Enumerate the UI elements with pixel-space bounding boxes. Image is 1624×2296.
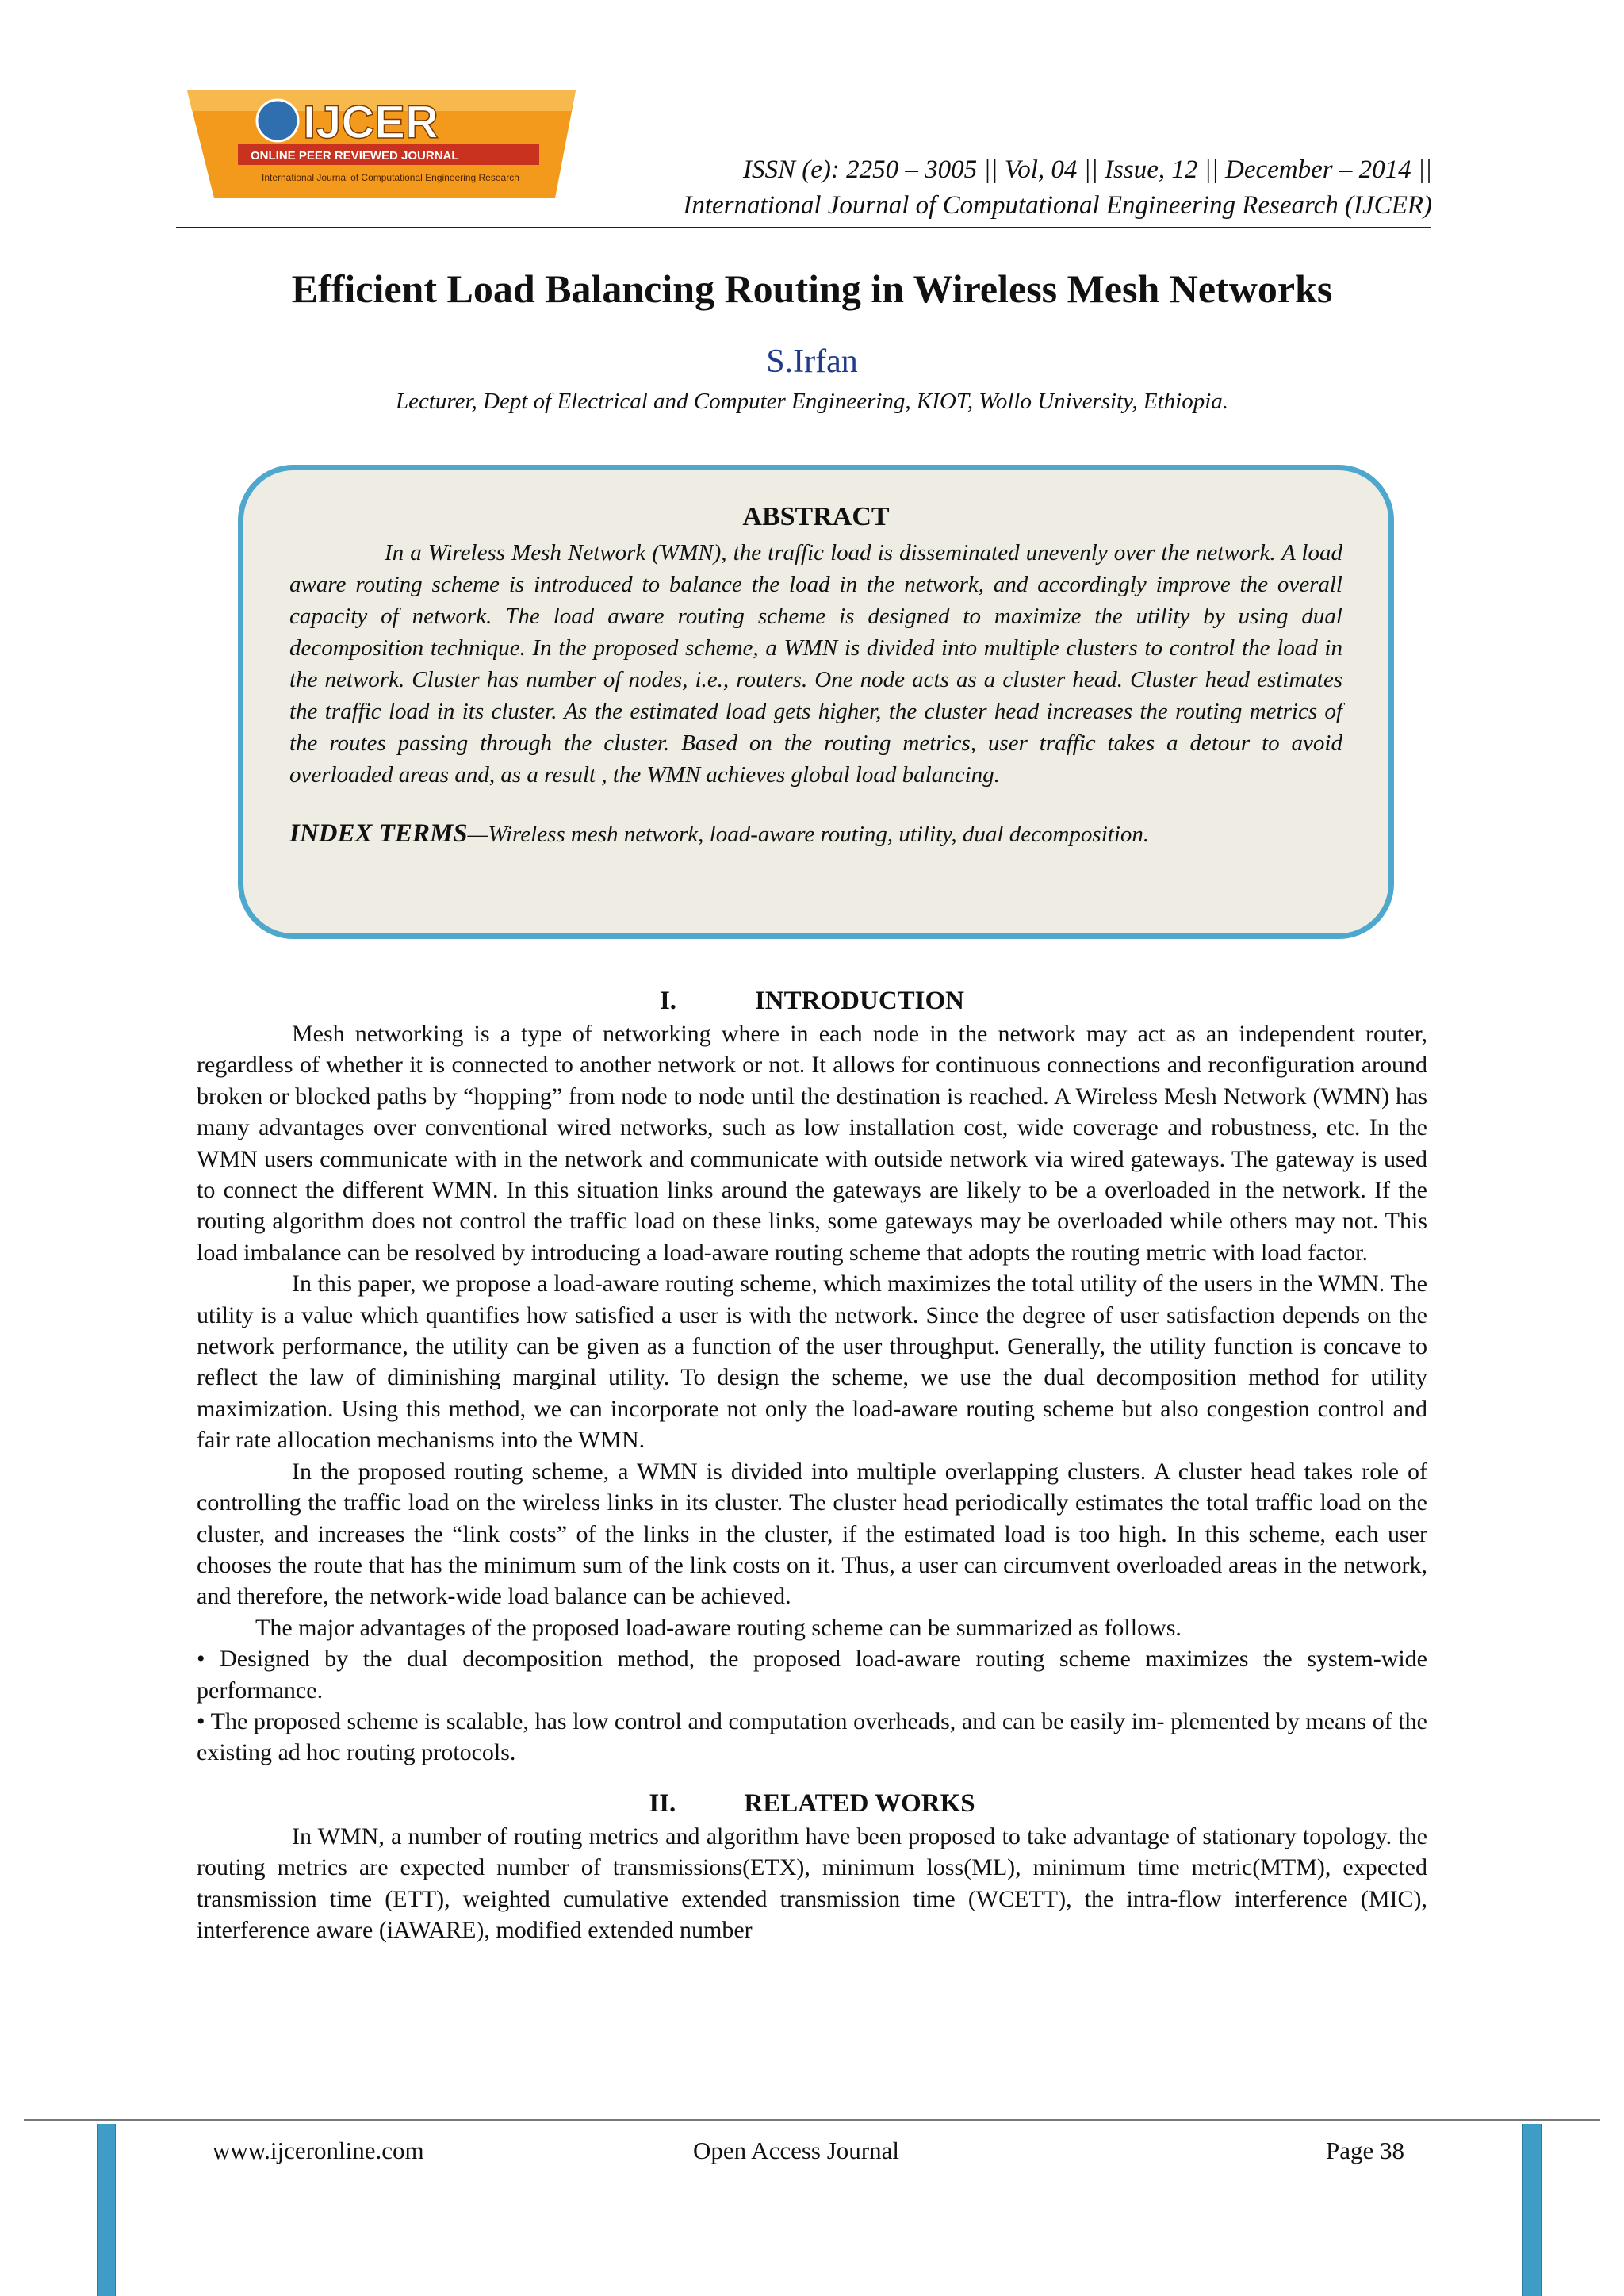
footer-open-access: Open Access Journal	[693, 2137, 899, 2164]
intro-bullet-2: • The proposed scheme is scalable, has low control and computation overheads, and can be easily im- plemented by means of the existing ad hoc routing protocols.	[197, 1708, 1427, 1766]
header-divider	[176, 227, 1431, 228]
logo-subtitle: ONLINE PEER REVIEWED JOURNAL	[251, 149, 459, 163]
logo-journal-name: International Journal of Computational Engineering Research	[262, 172, 519, 183]
section-number: I.	[659, 987, 677, 1015]
abstract-box	[238, 465, 1394, 939]
abstract-heading: ABSTRACT	[742, 502, 890, 531]
footer-divider	[24, 2119, 1600, 2121]
footer-right-bar	[1522, 2124, 1542, 2296]
abstract-text: In a Wireless Mesh Network (WMN), the traffic load is disseminated unevenly over the network. A load aware routing scheme is introduced to balance the load in the network, and accordingly improve the overall capacity of network. The load aware routing scheme is designed to maximize the utility by using dual decomposition technique. In the proposed scheme, a WMN is divided into multiple clusters to control the load in the network. Cluster has number of nodes, i.e., routers. One node acts as a cluster head. Cluster head estimates the traffic load in its cluster. As the estimated load gets higher, the cluster head increases the routing metrics of the routes passing through the cluster. Based on the routing metrics, user traffic takes a detour to avoid overloaded areas and, as a result , the WMN achieves global load balancing.	[289, 540, 1342, 788]
paper-title: Efficient Load Balancing Routing in Wireless Mesh Networks	[291, 266, 1333, 311]
intro-paragraph-3: In the proposed routing scheme, a WMN is divided into multiple overlapping clusters. A cluster head takes role of controlling the traffic load on the wireless links in its cluster. The cluster head periodically estimates the total traffic load on the cluster, and increases the “link costs” of the links in the cluster, if the estimated load is too high. In this scheme, each user chooses the route that has the minimum sum of the link costs on it. Thus, a user can circumvent overloaded areas in the network, and therefore, the network-wide load balance can be achieved.	[197, 1458, 1427, 1610]
index-terms-list: —Wireless mesh network, load-aware routing, utility, dual decomposition.	[467, 822, 1150, 847]
section-title: RELATED WORKS	[744, 1788, 975, 1818]
index-terms	[289, 819, 1342, 849]
intro-paragraph-1: Mesh networking is a type of networking where in each node in the network may act as an independent router, regardless of whether it is connected to another network or not. It allows for continuous connections and reconfiguration around broken or blocked paths by “hopping” from node to node until the destination is reached. A Wireless Mesh Network (WMN) has many advantages over conventional wired networks, such as low installation cost, wide coverage and robustness, etc. In the WMN users communicate with in the network and communicate with outside network via wired gateways. The gateway is used to connect the different WMN. In this situation links around the gateways are likely to be a overloaded in the network. If the routing algorithm does not control the traffic load on these links, some gateways may be overloaded while others may not. This load imbalance can be resolved by introducing a load-aware routing scheme that adopts the routing metric with load factor.	[197, 1021, 1427, 1266]
intro-paragraph-2: In this paper, we propose a load-aware routing scheme, which maximizes the total utility of the users in the WMN. The utility is a value which quantifies how satisfied a user is with the network. Since the degree of user satisfaction depends on the network performance, the utility can be given as a function of the user throughput. Generally, the utility function is concave to reflect the law of diminishing marginal utility. To design the scheme, we use the dual decomposition method for utility maximization. Using this method, we can incorporate not only the load-aware routing scheme but also congestion control and fair rate allocation mechanisms into the WMN.	[197, 1271, 1427, 1454]
footer-page-number: Page 38	[1326, 2137, 1405, 2164]
issn-line: ISSN (e): 2250 – 3005 || Vol, 04 || Issue, 12 || December – 2014 ||	[742, 155, 1432, 184]
body-column	[197, 983, 1427, 1945]
logo-wordmark: IJCER	[303, 97, 439, 148]
journal-meta	[683, 152, 1432, 224]
section-number: II.	[649, 1788, 676, 1818]
journal-logo	[182, 79, 579, 206]
author-name: S.Irfan	[766, 343, 858, 380]
intro-paragraph-4: The major advantages of the proposed load-aware routing scheme can be summarized as follows.	[255, 1614, 1182, 1641]
index-terms-label: INDEX TERMS	[289, 819, 468, 848]
section-heading-introduction	[197, 983, 1427, 1018]
author-affiliation: Lecturer, Dept of Electrical and Computer Engineering, KIOT, Wollo University, Ethiopia.	[395, 389, 1229, 414]
related-paragraph-1: In WMN, a number of routing metrics and algorithm have been proposed to take advantage of stationary topology. the routing metrics are expected number of transmissions(ETX), minimum loss(ML), minimum time metric(MTM), expected transmission time (ETT), weighted cumulative extended transmission time (WCETT), the intra-flow interference (MIC), interference aware (iAWARE), modified extended number	[197, 1823, 1427, 1943]
footer-left-bar	[97, 2124, 116, 2296]
footer-website: www.ijceronline.com	[213, 2137, 424, 2164]
section-title: INTRODUCTION	[754, 987, 965, 1015]
intro-bullet-1: • Designed by the dual decomposition method, the proposed load-aware routing scheme maximizes the system-wide performance.	[197, 1646, 1427, 1704]
section-heading-related-works	[197, 1786, 1427, 1821]
journal-line: International Journal of Computational Engineering Research (IJCER)	[683, 191, 1432, 220]
